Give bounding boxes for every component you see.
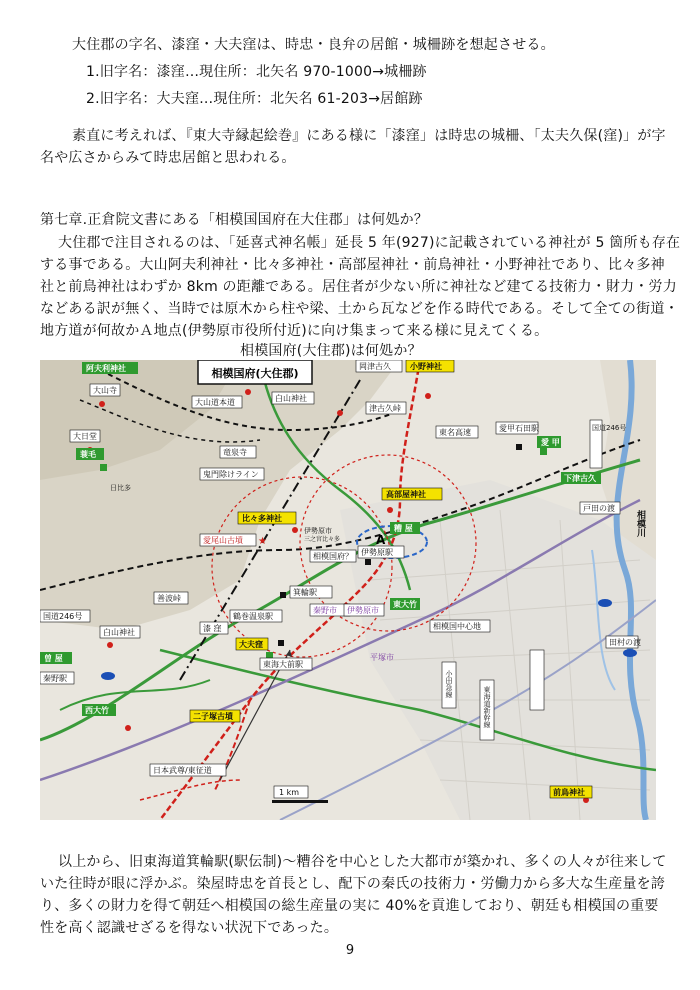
label-okazu: 岡津古久 [359, 362, 391, 371]
chapter-line-4: などある訳が無く、当時では原木から柱や梁、土から瓦などを作る時代である。そして全ての街道・ [40, 301, 679, 317]
label-daijibo: 大日堂 [73, 432, 97, 441]
label-oyamadera: 大山寺 [93, 386, 117, 395]
label-kokudo246-top: 国道246号 [592, 424, 627, 432]
label-scale: 1 km [279, 788, 300, 797]
label-hakusan-top: 白山神社 [275, 394, 307, 403]
label-takabeya: 高部屋神社 [386, 490, 426, 499]
label-isehara-city: 伊勢原市 [304, 527, 332, 535]
label-tsukokuto: 津古久峠 [369, 404, 401, 413]
label-higashi-otake: 東大竹 [393, 600, 417, 609]
label-odakyu: 小田急線 [445, 670, 453, 698]
map-caption: 相模国府(大住郡)は何処か？ [240, 343, 422, 359]
label-aiko: 愛 甲 [541, 438, 560, 447]
intro-item-1: 1.旧字名：漆窪…現住所：北矢名 970-1000→城柵跡 [86, 64, 427, 80]
label-rokkai: 愛尾山古墳 [203, 536, 243, 545]
intro-para2-line-2: 名や広さからみて時忠居館と思われる。 [40, 150, 296, 166]
closing-line-1: 以上から、旧東海道箕輪駅(駅伝制)～糟谷を中心とした大都市が築かれ、多くの人々が往来して [58, 854, 667, 870]
label-hibita: 比々多神社 [242, 514, 282, 523]
label-route246: 国道246号 [43, 612, 83, 621]
sagami-map [40, 360, 656, 820]
label-tadao: 田村の渡 [609, 638, 641, 647]
label-hiratsuka: 平塚市 [370, 653, 394, 662]
scale-bar [272, 800, 328, 803]
label-yamato: 日本武尊/東征道 [153, 766, 212, 775]
label-futago: 二子塚古墳 [193, 712, 233, 721]
chapter-heading: 第七章.正倉院文書にある「相模国国府在大住郡」は何処か？ [40, 212, 429, 228]
label-hakusan: 白山神社 [103, 628, 135, 637]
label-afuri: 阿夫利神社 [86, 364, 126, 373]
chapter-line-1: 大住郡で注目されるのは、「延喜式神名帳」延長 5 年(927)に記載されている神社が 5 箇所も存在 [58, 235, 681, 251]
label-sagami-kokufu: 相模国府？ [313, 552, 353, 561]
label-shimotsuko: 下津古久 [564, 474, 596, 483]
ferry-marker-tamura [598, 599, 612, 607]
label-ono: 小野神社 [410, 362, 442, 371]
label-tomei: 東名高速 [439, 428, 471, 437]
label-isehara-eki: 伊勢原駅 [361, 548, 393, 557]
label-hadano-city: 秦野市 [313, 606, 337, 615]
chapter-line-2: する事である。大山阿夫利神社・比々多神社・高部屋神社・前鳥神社・小野神社であり、比々多神 [40, 257, 665, 273]
label-sagami-kuni: 相模国中心地 [433, 622, 481, 631]
label-point-a: A [376, 533, 386, 547]
closing-line-3: り、多くの財力を得て朝廷へ相模国の総生産量の実に 40%を貢進しており、朝廷も相模国の重要 [40, 898, 659, 914]
page-number: 9 [345, 943, 355, 958]
closing-line-2: いた往時が眼に浮かぶ。染屋時忠を首長とし、配下の秦氏の技術力・労働力から多大な生産量を誇 [40, 876, 666, 892]
intro-para2-line-1: 素直に考えれば、『東大寺縁起絵巻』にある様に「漆窪」は時忠の城柵、「太夫久保(窪)」が字 [72, 128, 666, 144]
label-soya: 曽 屋 [44, 654, 63, 663]
label-hibita-top: 日比多 [110, 484, 131, 492]
label-ryujinji: 竜泉寺 [223, 448, 247, 457]
chapter-line-5: 地方道が何故かＡ地点(伊勢原市役所付近)に向け集まって来る様に見えてくる。 [40, 323, 549, 339]
label-sagami-river: 相模川 [635, 510, 645, 537]
intro-item-2: 2.旧字名：大夫窪…現住所：北矢名 61-203→居館跡 [86, 91, 423, 107]
label-kasuya: 糟 屋 [394, 524, 413, 533]
label-kimon: 鬼門除けライン [203, 470, 259, 479]
intro-line-1: 大住郡の字名、漆窪・大夫窪は、時忠・良弁の居館・城柵跡を想起させる。 [72, 37, 555, 53]
label-maetori: 前鳥神社 [553, 788, 585, 797]
label-hadano-eki: 秦野駅 [43, 674, 67, 683]
map-title: 相模国府(大住郡) [211, 367, 299, 380]
label-toda: 戸田の渡 [583, 504, 615, 513]
closing-line-4: 性を高く認識せざるを得ない状況下であった。 [40, 920, 339, 936]
label-tokai-daigaku: 東海大前駅 [263, 660, 303, 669]
label-zenpa: 善波峠 [157, 594, 181, 603]
label-sannomiya: 三之宮比々多 [304, 536, 341, 543]
star-icon: ★ [258, 536, 267, 547]
label-urushi: 漆 窪 [203, 624, 222, 633]
ferry-marker-toda [623, 649, 637, 657]
label-oyama-kaido: 大山道本道 [195, 398, 235, 407]
label-minoge: 蓑毛 [80, 450, 96, 459]
label-oiso-eki: 鶴巻温泉駅 [233, 612, 273, 621]
chapter-line-3: 社と前鳥神社はわずか 8km の距離である。居住者が少ない所に神社など建てる技術力・財力・労力 [40, 279, 677, 295]
marker-soya [101, 672, 115, 680]
label-isehara-city2: 伊勢原市 [347, 606, 379, 615]
label-minowa: 箕輪駅 [293, 588, 317, 597]
label-taifu: 大夫窪 [239, 640, 263, 649]
label-nishi-otake: 西大竹 [85, 706, 109, 715]
label-shinkansen: 東海道新幹線 [483, 686, 491, 728]
label-atsugi-eki: 愛甲石田駅 [499, 424, 539, 433]
